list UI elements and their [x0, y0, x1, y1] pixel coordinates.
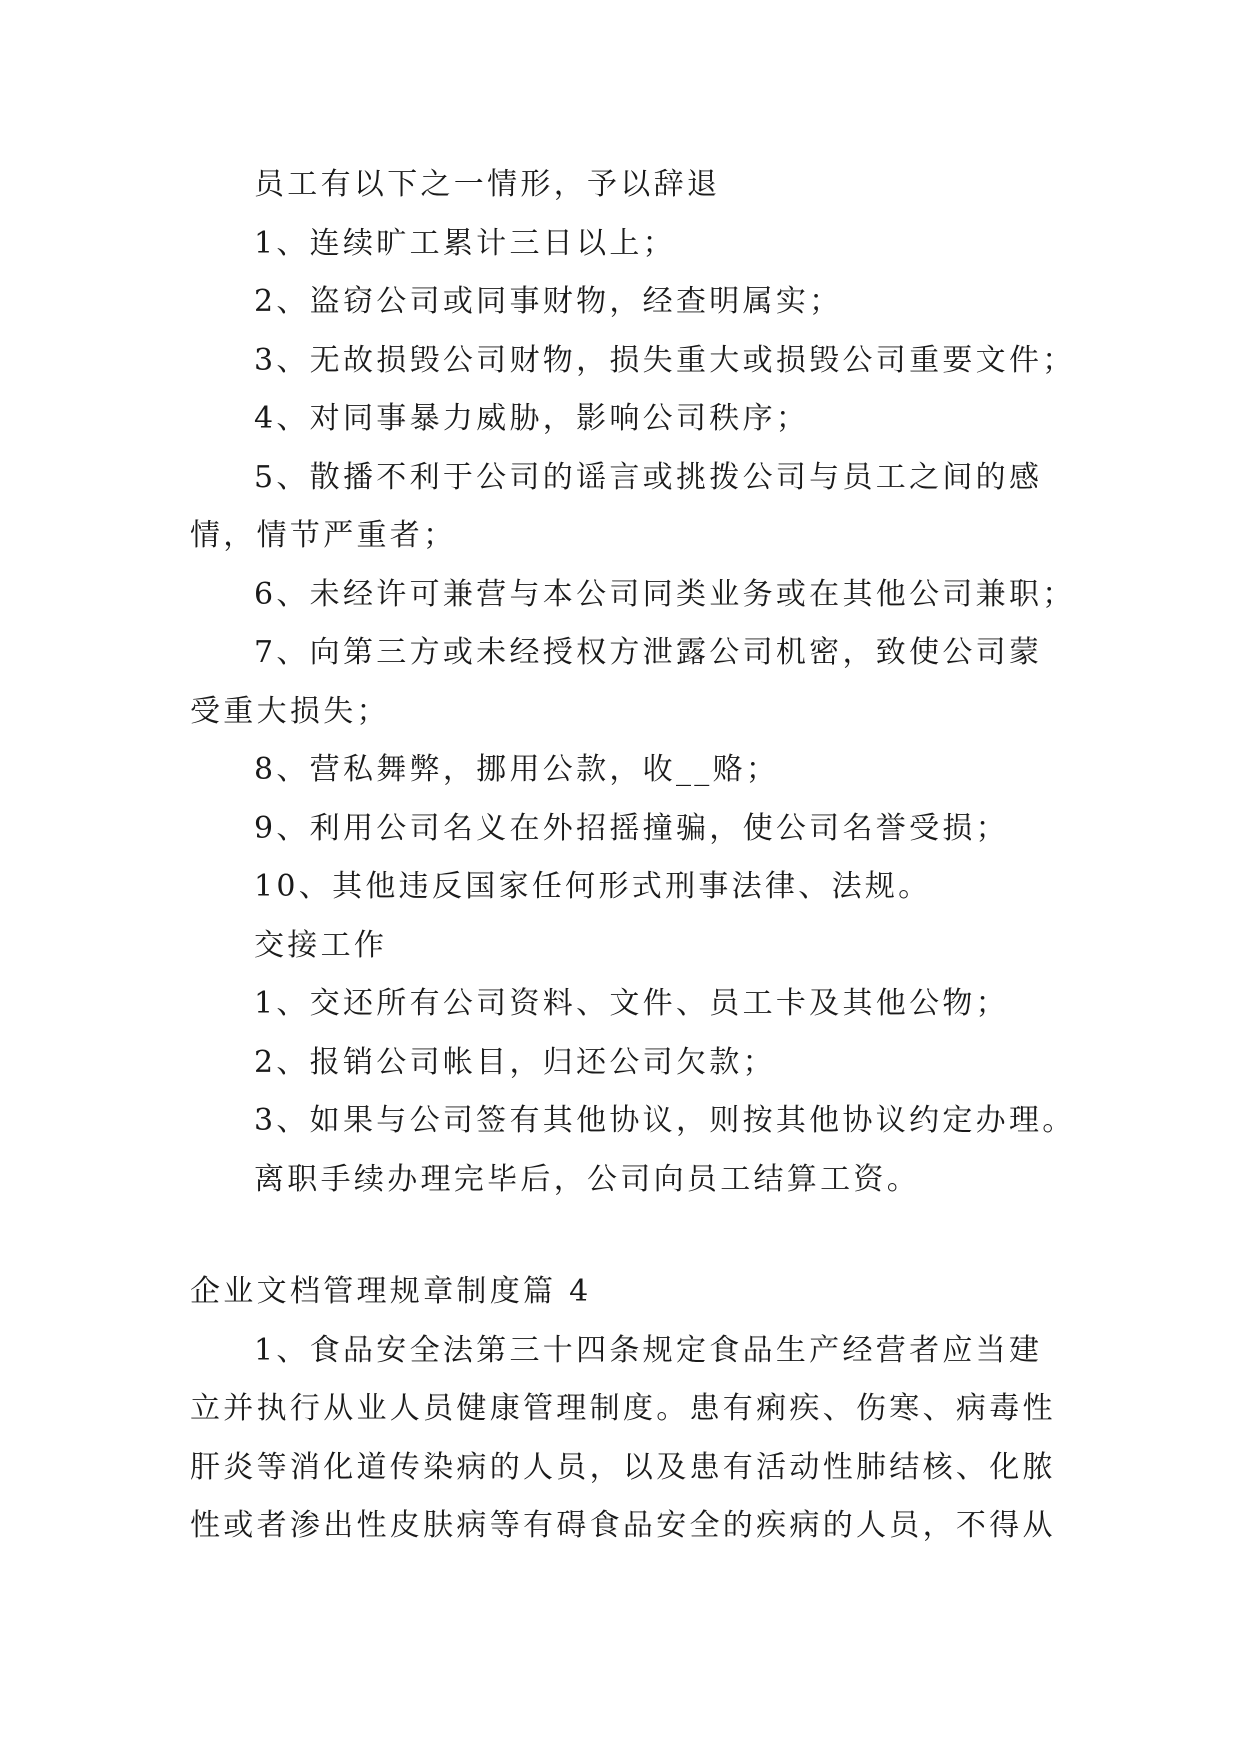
closing-paragraph: 离职手续办理完毕后，公司向员工结算工资。: [254, 1161, 920, 1197]
dismissal-item-continuation: 受重大损失；: [190, 693, 390, 729]
handover-item: 1、交还所有公司资料、文件、员工卡及其他公物；: [254, 986, 1009, 1021]
dismissal-item: 6、未经许可兼营与本公司同类业务或在其他公司兼职；: [254, 576, 1076, 612]
section-gap: [190, 1209, 1060, 1263]
section-title: 企业文档管理规章制度篇 4: [190, 1274, 592, 1309]
paragraph-line: 性或者渗出性皮肤病等有碍食品安全的疾病的人员，不得从: [190, 1508, 1056, 1543]
dismissal-item: 7、向第三方或未经授权方泄露公司机密，致使公司蒙: [254, 635, 1043, 670]
paragraph-line: 1、食品安全法第三十四条规定食品生产经营者应当建: [254, 1332, 1043, 1368]
handover-heading: 交接工作: [254, 927, 388, 963]
dismissal-item: 1、连续旷工累计三日以上；: [254, 225, 676, 261]
paragraph-line: 立并执行从业人员健康管理制度。患有痢疾、伤寒、病毒性: [190, 1391, 1056, 1426]
dismissal-item: 5、散播不利于公司的谣言或挑拨公司与员工之间的感: [254, 459, 1043, 495]
paragraph-line: 肝炎等消化道传染病的人员，以及患有活动性肺结核、化脓: [190, 1449, 1056, 1485]
handover-item: 2、报销公司帐目，归还公司欠款；: [254, 1044, 776, 1080]
dismissal-heading: 员工有以下之一情形，予以辞退: [254, 167, 721, 202]
dismissal-item: 3、无故损毁公司财物，损失重大或损毁公司重要文件；: [254, 342, 1076, 378]
dismissal-item: 8、营私舞弊，挪用公款，收__赂；: [254, 752, 780, 787]
dismissal-item: 9、利用公司名义在外招摇撞骗，使公司名誉受损；: [254, 810, 1009, 846]
dismissal-item: 4、对同事暴力威胁，影响公司秩序；: [254, 401, 810, 436]
document-body: [190, 156, 1076, 1556]
dismissal-item: 2、盗窃公司或同事财物，经查明属实；: [254, 284, 843, 319]
dismissal-item: 10、其他违反国家任何形式刑事法律、法规。: [254, 869, 932, 904]
handover-item: 3、如果与公司签有其他协议，则按其他协议约定办理。: [254, 1103, 1076, 1138]
dismissal-item-continuation: 情，情节严重者；: [190, 518, 457, 553]
